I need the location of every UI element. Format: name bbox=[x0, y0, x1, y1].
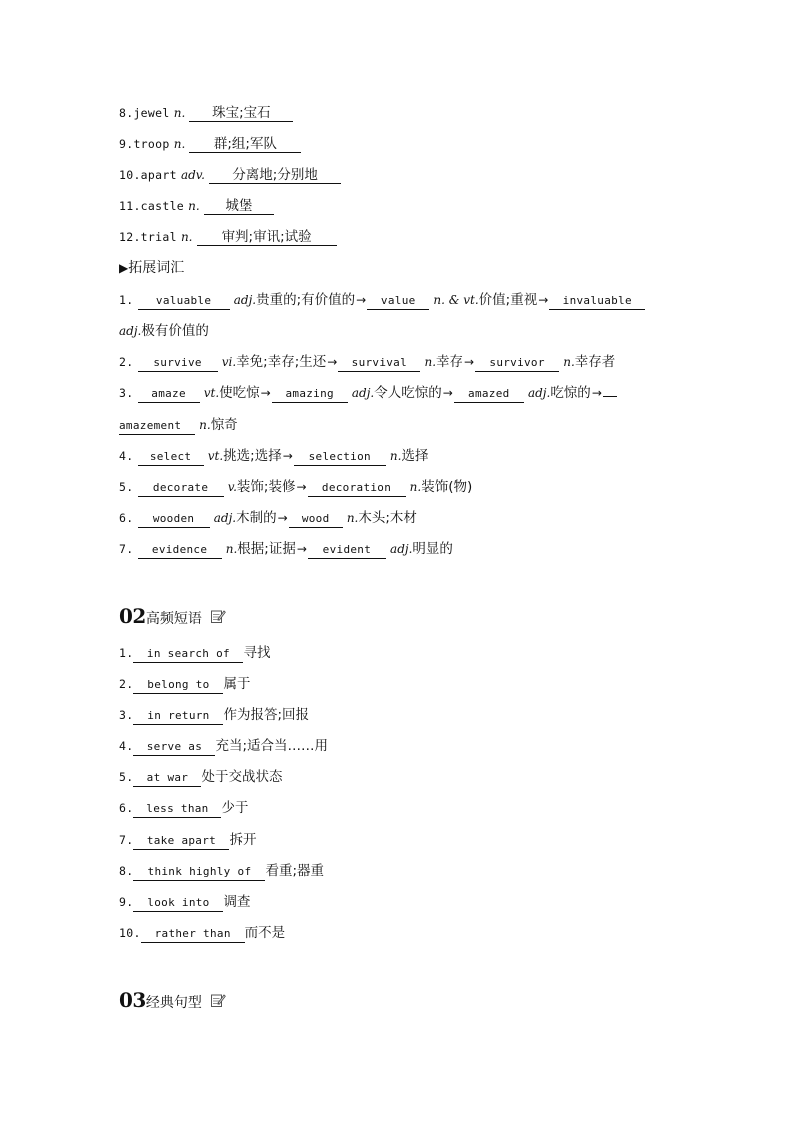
vocab-item: 12.trial n. 审判;审讯;试验 bbox=[119, 228, 337, 246]
answer-blank: select bbox=[138, 449, 204, 466]
section-heading-phrases bbox=[119, 604, 226, 628]
vocab-item: 11.castle n. 城堡 bbox=[119, 197, 274, 215]
answer-blank: less than bbox=[133, 801, 221, 818]
answer-blank: invaluable bbox=[549, 293, 645, 310]
notepad-pencil-icon bbox=[210, 608, 226, 624]
section-title: 经典句型 bbox=[145, 995, 202, 1011]
expand-item: 3. amaze vt.使吃惊→ amazing adj.令人吃惊的→ amazed adj.吃惊的→ bbox=[119, 384, 617, 402]
vocab-word: jewel bbox=[133, 106, 170, 120]
arrow-icon: → bbox=[327, 355, 338, 369]
answer-blank: decorate bbox=[138, 480, 224, 497]
arrow-icon: → bbox=[260, 386, 271, 400]
answer-blank: selection bbox=[294, 449, 386, 466]
answer-blank: amazement bbox=[119, 418, 195, 435]
answer-blank: value bbox=[367, 293, 429, 310]
answer-blank: belong to bbox=[133, 677, 223, 694]
answer-blank: wood bbox=[289, 511, 343, 528]
vocab-word: apart bbox=[140, 168, 177, 182]
part-of-speech: n. bbox=[173, 106, 186, 120]
expand-item: 5. decorate v.装饰;装修→ decoration n.装饰(物) bbox=[119, 479, 473, 495]
arrow-icon: → bbox=[296, 542, 307, 556]
phrase-item: 10. rather than 而不是 bbox=[119, 925, 286, 941]
answer-blank: rather than bbox=[141, 926, 245, 943]
phrase-item: 7. take apart 拆开 bbox=[119, 832, 257, 848]
part-of-speech: adv. bbox=[180, 168, 205, 182]
answer-blank: 群;组;军队 bbox=[189, 136, 301, 153]
vocab-item: 8.jewel n. 珠宝;宝石 bbox=[119, 104, 293, 122]
phrase-item: 3. in return 作为报答;回报 bbox=[119, 707, 310, 723]
triangle-marker-icon: ▶ bbox=[119, 261, 129, 275]
arrow-icon: → bbox=[464, 355, 475, 369]
vocab-word: troop bbox=[133, 137, 170, 151]
answer-blank: survive bbox=[138, 355, 218, 372]
part-of-speech: n. bbox=[188, 199, 200, 213]
answer-blank: 珠宝;宝石 bbox=[189, 105, 293, 122]
expand-item: 6. wooden adj.木制的→ wood n.木头;木材 bbox=[119, 510, 417, 526]
expand-item-continuation: adj.极有价值的 bbox=[119, 323, 209, 339]
answer-blank: serve as bbox=[133, 739, 215, 756]
vocab-word: castle bbox=[140, 199, 185, 213]
vocab-item: 9.troop n. 群;组;军队 bbox=[119, 135, 301, 153]
section-number: 02 bbox=[119, 604, 146, 628]
vocab-item: 10.apart adv. 分离地;分别地 bbox=[119, 166, 341, 184]
expand-vocab-heading: ▶拓展词汇 bbox=[119, 260, 185, 276]
part-of-speech: n. bbox=[173, 137, 186, 151]
section-number: 03 bbox=[119, 988, 146, 1012]
arrow-icon: → bbox=[282, 449, 293, 463]
answer-blank: valuable bbox=[138, 293, 230, 310]
phrase-item: 1. in search of 寻找 bbox=[119, 645, 271, 661]
answer-blank: amazed bbox=[454, 386, 524, 403]
expand-item-continuation: amazement n.惊奇 bbox=[119, 417, 238, 433]
answer-blank: survivor bbox=[475, 355, 559, 372]
arrow-icon: → bbox=[277, 511, 288, 525]
answer-blank: think highly of bbox=[133, 864, 265, 881]
phrase-item: 8. think highly of 看重;器重 bbox=[119, 863, 325, 879]
answer-blank: amaze bbox=[138, 386, 200, 403]
answer-blank: in search of bbox=[133, 646, 243, 663]
answer-blank: 城堡 bbox=[204, 198, 274, 215]
phrase-item: 5. at war 处于交战状态 bbox=[119, 769, 283, 785]
phrase-item: 2. belong to 属于 bbox=[119, 676, 251, 692]
answer-blank: wooden bbox=[138, 511, 210, 528]
expand-item: 1. valuable adj.贵重的;有价值的→ value n. & vt.价值;重视→ invaluable bbox=[119, 291, 645, 309]
answer-blank: survival bbox=[338, 355, 420, 372]
arrow-icon: → bbox=[442, 386, 453, 400]
expand-item: 4. select vt.挑选;选择→ selection n.选择 bbox=[119, 448, 429, 464]
expand-item: 7. evidence n.根据;证据→ evident adj.明显的 bbox=[119, 541, 453, 557]
notepad-pencil-icon bbox=[210, 992, 226, 1008]
expand-item: 2. survive vi.幸免;幸存;生还→ survival n.幸存→ survivor n.幸存者 bbox=[119, 354, 616, 370]
part-of-speech: n. bbox=[180, 230, 193, 244]
phrase-item: 9. look into 调查 bbox=[119, 894, 251, 910]
answer-blank: decoration bbox=[308, 480, 406, 497]
answer-blank: look into bbox=[133, 895, 223, 912]
arrow-icon: → bbox=[356, 293, 367, 307]
answer-blank: in return bbox=[133, 708, 223, 725]
answer-blank: evident bbox=[308, 542, 386, 559]
answer-blank: 分离地;分别地 bbox=[209, 167, 341, 184]
answer-blank: evidence bbox=[138, 542, 222, 559]
phrase-item: 6. less than 少于 bbox=[119, 800, 249, 816]
answer-blank: amazing bbox=[272, 386, 348, 403]
answer-blank: at war bbox=[133, 770, 201, 787]
phrase-item: 4. serve as 充当;适合当……用 bbox=[119, 738, 329, 754]
answer-blank: 审判;审讯;试验 bbox=[197, 229, 337, 246]
arrow-icon: → bbox=[591, 386, 602, 400]
vocab-word: trial bbox=[140, 230, 177, 244]
section-heading-sentences bbox=[119, 988, 226, 1012]
arrow-icon: → bbox=[538, 293, 549, 307]
answer-blank bbox=[603, 396, 617, 397]
answer-blank: take apart bbox=[133, 833, 229, 850]
section-title: 高频短语 bbox=[145, 611, 202, 627]
arrow-icon: → bbox=[296, 480, 307, 494]
